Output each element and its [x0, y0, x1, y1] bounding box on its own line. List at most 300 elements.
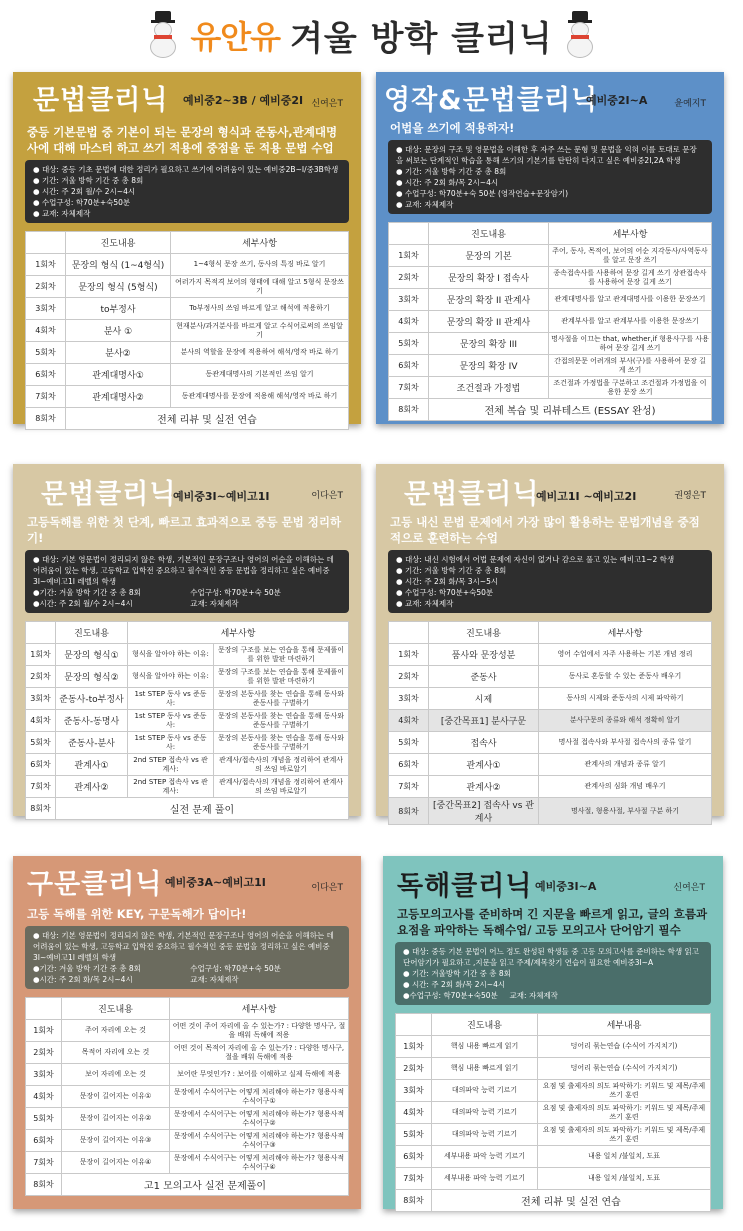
- session-cell: 7회차: [26, 1152, 62, 1174]
- session-cell: 8회차: [389, 399, 429, 421]
- detail-cell: 문장의 본동사를 찾는 연습을 통해 동사와 준동사를 구별하기: [214, 710, 349, 732]
- topic-cell: 관계사①: [56, 754, 128, 776]
- info-line: 교재: 자체제작: [190, 975, 239, 984]
- card-subtitle: 중등 기본문법 중 기본이 되는 문장의 형식과 준동사,관계대명사에 대해 마스터 하고 쓰기 적용에 중점을 둔 적용 문법 수업: [27, 125, 338, 155]
- table-row: [26, 1086, 349, 1108]
- header-cell: 세부사항: [128, 622, 349, 644]
- info-row: [33, 963, 341, 974]
- header-cell: 진도내용: [66, 232, 171, 254]
- session-cell: 6회차: [396, 1146, 432, 1168]
- table-row: [389, 267, 712, 289]
- session-cell: 6회차: [26, 1130, 62, 1152]
- topic-cell: 문장이 길어지는 이유④: [62, 1152, 170, 1174]
- topic-cell: 관계대명사①: [66, 364, 171, 386]
- topic-cell: 문장의 형식①: [56, 644, 128, 666]
- session-cell: 6회차: [389, 355, 429, 377]
- table-row: [389, 776, 712, 798]
- session-cell: 4회차: [389, 311, 429, 333]
- info-line: ● 기간: 겨울 방학 기간 중 총 8회: [39, 964, 141, 973]
- topic-cell: 문장의 기본: [429, 245, 549, 267]
- info-row: [33, 598, 341, 609]
- session-cell: 2회차: [396, 1058, 432, 1080]
- detail-cell: 관계대명사를 알고 관계대명사를 이용한 문장쓰기: [549, 289, 712, 311]
- topic-cell: 문장의 확장 II 관계사: [429, 311, 549, 333]
- table-row: [26, 298, 349, 320]
- step-cell: 1st STEP 동사 vs 준동사:: [128, 732, 214, 754]
- detail-cell: 관계사/접속사의 개념을 정리하여 관계사의 쓰임 바로알기: [214, 754, 349, 776]
- step-cell: 1st STEP 동사 vs 준동사:: [128, 688, 214, 710]
- info-box: [388, 550, 712, 613]
- session-cell: 6회차: [389, 754, 429, 776]
- table-row: [26, 1020, 349, 1042]
- topic-cell: 분사 ①: [66, 320, 171, 342]
- card-title: 문법클리닉: [33, 85, 169, 116]
- table-row: [26, 798, 349, 820]
- detail-cell: 덩어리 묶는연습 (수식어 가지치기): [538, 1058, 711, 1080]
- table-row: [389, 311, 712, 333]
- topic-cell: 문장의 형식 (1~4형식): [66, 254, 171, 276]
- session-cell: 4회차: [396, 1102, 432, 1124]
- table-row: [389, 377, 712, 399]
- detail-cell: 내용 일치 /불일치, 도표: [538, 1146, 711, 1168]
- detail-cell: 명사절 접속사와 부사절 접속사의 종류 알기: [539, 732, 712, 754]
- table-row: [26, 776, 349, 798]
- header-cell: [396, 1014, 432, 1036]
- table-row: [389, 732, 712, 754]
- topic-cell: 문장의 확장 II 관계사: [429, 289, 549, 311]
- topic-cell: 문장이 길어지는 이유②: [62, 1108, 170, 1130]
- page-header: [0, 0, 743, 70]
- card-level: 예비중2I~A: [586, 94, 648, 107]
- table-row: [389, 666, 712, 688]
- schedule-table: [388, 222, 712, 421]
- step-cell: 2nd STEP 접속사 vs 관계사:: [128, 776, 214, 798]
- table-row: [396, 1080, 711, 1102]
- detail-cell: 문장에서 수식어구는 어떻게 처리해야 하는가? 형용사적 수식어구②: [170, 1108, 349, 1130]
- header-cell: 세부사항: [539, 622, 712, 644]
- header-cell: 세부사항: [549, 223, 712, 245]
- topic-cell: 준동사: [429, 666, 539, 688]
- info-line: 수업구성: 학70분+숙 50분: [190, 588, 281, 597]
- table-row: [26, 364, 349, 386]
- header-cell: 세부내용: [538, 1014, 711, 1036]
- step-cell: 2nd STEP 접속사 vs 관계사:: [128, 754, 214, 776]
- session-cell: 3회차: [26, 298, 66, 320]
- topic-cell: to부정사: [66, 298, 171, 320]
- info-line: ● 시간: 주 2회 화/목 3시~5시: [396, 576, 704, 587]
- topic-cell: 문장이 길어지는 이유①: [62, 1086, 170, 1108]
- table-row: [389, 333, 712, 355]
- table-row: [26, 1174, 349, 1196]
- reading-clinic-card: [383, 856, 723, 1209]
- session-cell: 1회차: [389, 644, 429, 666]
- topic-cell: 대의파악 능력 기르기: [432, 1080, 538, 1102]
- session-cell: 2회차: [389, 666, 429, 688]
- brand-logo: 유안유: [190, 18, 281, 56]
- table-row: [389, 355, 712, 377]
- topic-cell: 준동사-to부정사: [56, 688, 128, 710]
- session-cell: 1회차: [26, 644, 56, 666]
- detail-cell: 간접의문문 어려개의 부사(구)를 사용하여 문장 길게 쓰기: [549, 355, 712, 377]
- detail-cell: 조건절과 가정법을 구분하고 조건절과 가정법을 이용한 문장 쓰기: [549, 377, 712, 399]
- step-cell: 형식을 알아야 하는 이유:: [128, 666, 214, 688]
- info-box: [388, 140, 712, 214]
- card-level: 예비중3A~예비고1I: [165, 876, 266, 889]
- topic-cell: 목적어 자리에 오는 것: [62, 1042, 170, 1064]
- info-line: ● 수업구성: 학70분+숙 50분 (영작연습+문장암기): [396, 188, 704, 199]
- session-cell: 3회차: [389, 688, 429, 710]
- table-row: [26, 254, 349, 276]
- table-row: [26, 1130, 349, 1152]
- card-level: 예비중3I~A: [535, 880, 597, 893]
- header-cell: 진도내용: [429, 622, 539, 644]
- card-subtitle: 고등 독해를 위한 KEY, 구문독해가 답이다!: [27, 907, 247, 921]
- table-row: [26, 386, 349, 408]
- info-line: ● 교재: 자체제작: [396, 598, 704, 609]
- topic-cell: 관계대명사②: [66, 386, 171, 408]
- topic-cell: [중간목표2] 접속사 vs 관계사: [429, 798, 539, 825]
- session-cell: 7회차: [396, 1168, 432, 1190]
- detail-cell: 요점 및 출제자의 의도 파악하기: 키워드 및 제목/주제쓰기 훈련: [538, 1124, 711, 1146]
- detail-cell: 영어 수업에서 자주 사용하는 기본 개념 정리: [539, 644, 712, 666]
- info-box: [25, 550, 349, 613]
- session-cell: 8회차: [396, 1190, 432, 1212]
- table-row: [389, 644, 712, 666]
- session-cell: 5회차: [26, 342, 66, 364]
- schedule-table: [388, 621, 712, 825]
- final-cell: 실전 문제 풀이: [56, 798, 349, 820]
- detail-cell: 관계사/접속사의 개념을 정리하여 관계사의 쓰임 바로알기: [214, 776, 349, 798]
- topic-cell: 문장의 확장 IV: [429, 355, 549, 377]
- topic-cell: 조건절과 가정법: [429, 377, 549, 399]
- info-line: ● 시간: 주 2회 월/수 2시~4시: [33, 186, 341, 197]
- table-row-highlight: [389, 798, 712, 825]
- table-row: [26, 644, 349, 666]
- card-teacher: 신여은T: [673, 883, 705, 893]
- info-box: [25, 926, 349, 989]
- table-header-row: [389, 223, 712, 245]
- detail-cell: 동사의 시제와 준동사의 시제 파악하기: [539, 688, 712, 710]
- step-cell: 1st STEP 동사 vs 준동사:: [128, 710, 214, 732]
- header-cell: 진도내용: [432, 1014, 538, 1036]
- detail-cell: 문장에서 수식어구는 어떻게 처리해야 하는가? 형용사적 수식어구①: [170, 1086, 349, 1108]
- card-title: 구문클리닉: [27, 869, 163, 900]
- session-cell: 6회차: [26, 754, 56, 776]
- session-cell: 2회차: [26, 666, 56, 688]
- grammar-clinic-card-3: [376, 464, 724, 824]
- session-cell: 1회차: [26, 254, 66, 276]
- table-row: [26, 1064, 349, 1086]
- detail-cell: To부정사의 쓰임 바르게 알고 해석에 적용하기: [171, 298, 349, 320]
- info-line: ● 교재: 자체제작: [396, 199, 704, 210]
- header-cell: 진도내용: [62, 998, 170, 1020]
- table-row: [26, 688, 349, 710]
- writing-grammar-clinic-card: [376, 72, 724, 424]
- topic-cell: 분사②: [66, 342, 171, 364]
- detail-cell: 덩어리 묶는연습 (수식어 가지치기): [538, 1036, 711, 1058]
- detail-cell: 요점 및 출제자의 의도 파악하기: 키워드 및 제목/주제쓰기 훈련: [538, 1080, 711, 1102]
- info-line: 수업구성: 학70분+숙 50분: [190, 964, 281, 973]
- detail-cell: 1~4형식 문장 쓰기, 동사의 특징 바로 알기: [171, 254, 349, 276]
- detail-cell: 동관계대명사를 문장에 적용해 해석/영작 바로 하기: [171, 386, 349, 408]
- session-cell: 3회차: [389, 289, 429, 311]
- syntax-clinic-card: [13, 856, 361, 1209]
- card-subtitle: 어법을 쓰기에 적용하자!: [390, 121, 515, 135]
- table-row: [26, 666, 349, 688]
- card-level: 예비고1I ~예비고2I: [536, 490, 637, 503]
- info-line: ● 기간: 겨울 방학 기간 중 총 8회: [39, 588, 141, 597]
- table-row: [389, 754, 712, 776]
- info-line: ● 교재: 자체제작: [33, 208, 341, 219]
- card-teacher: 이다은T: [311, 491, 343, 501]
- table-row: [389, 399, 712, 421]
- session-cell: 7회차: [389, 776, 429, 798]
- info-line: ● 대상: 기본 영문법이 정리되지 않은 학생, 기본적인 문장구조나 영어의 어순을 이해하는 데 어려움이 있는 학생, 고등학교 입학전 중요하고 필수적인 중등 문법을 정리하고 싶은 예비중3I~예비고1I 레벨의 학생: [33, 930, 341, 963]
- table-row: [389, 688, 712, 710]
- detail-cell: 동관계대명사의 기본적인 쓰임 알기: [171, 364, 349, 386]
- card-title: 문법클리닉: [41, 479, 177, 510]
- session-cell: 5회차: [389, 732, 429, 754]
- table-row: [26, 276, 349, 298]
- info-line: 교재: 자체제작: [190, 599, 239, 608]
- topic-cell: 보어 자리에 오는 것: [62, 1064, 170, 1086]
- session-cell: 4회차: [26, 320, 66, 342]
- snowman-icon: [146, 11, 180, 59]
- table-row: [26, 408, 349, 430]
- detail-cell: 어떤 것이 주어 자리에 올 수 있는가? : 다양한 명사구, 절을 배워 독해에 적용: [170, 1020, 349, 1042]
- topic-cell: 준동사-분사: [56, 732, 128, 754]
- table-row: [389, 245, 712, 267]
- detail-cell: 문장의 구조를 보는 연습을 통해 문제풀이를 위한 발판 마련하기: [214, 666, 349, 688]
- schedule-table: [25, 621, 349, 820]
- session-cell: 4회차: [26, 1086, 62, 1108]
- detail-cell: 어떤 것이 목적어 자리에 올 수 있는가? : 다양한 명사구, 절을 배워 독해에 적용: [170, 1042, 349, 1064]
- card-level: 예비중3I~예비고1I: [173, 490, 270, 503]
- schedule-table: [395, 1013, 711, 1212]
- header-cell: 세부사항: [171, 232, 349, 254]
- table-row: [396, 1168, 711, 1190]
- table-row: [26, 1108, 349, 1130]
- detail-cell: 관계사의 심화 개념 배우기: [539, 776, 712, 798]
- table-row: [26, 732, 349, 754]
- table-row: [396, 1058, 711, 1080]
- topic-cell: 준동사-동명사: [56, 710, 128, 732]
- topic-cell: 세부내용 파악 능력 기르기: [432, 1168, 538, 1190]
- session-cell: 2회차: [26, 276, 66, 298]
- detail-cell: 관계사의 개념과 종류 알기: [539, 754, 712, 776]
- final-cell: 전체 리뷰 및 실전 연습: [66, 408, 349, 430]
- session-cell: 1회차: [389, 245, 429, 267]
- detail-cell: 문장에서 수식어구는 어떻게 처리해야 하는가? 형용사적 수식어구④: [170, 1152, 349, 1174]
- topic-cell: 문장이 길어지는 이유③: [62, 1130, 170, 1152]
- card-subtitle: 고등모의고사를 준비하며 긴 지문을 빠르게 읽고, 글의 흐름과 요점을 파악하는 독해수업/ 고등 모의고사 단어암기 필수: [397, 907, 708, 937]
- table-header-row: [396, 1014, 711, 1036]
- topic-cell: 대의파악 능력 기르기: [432, 1124, 538, 1146]
- info-row: [403, 990, 703, 1001]
- card-level: 예비중2~3B / 예비중2I: [183, 94, 304, 107]
- topic-cell: 세부내용 파악 능력 기르기: [432, 1146, 538, 1168]
- detail-cell: 내용 일치 /불일치, 도표: [538, 1168, 711, 1190]
- info-line: ● 시간: 주 2회 화/목 2시~4시: [396, 177, 704, 188]
- session-cell: 6회차: [26, 364, 66, 386]
- topic-cell: 문장의 형식②: [56, 666, 128, 688]
- info-line: 교재: 자체제작: [509, 991, 558, 1000]
- session-cell: 4회차: [389, 710, 429, 732]
- detail-cell: 문장의 본동사를 찾는 연습을 통해 동사와 준동사를 구별하기: [214, 732, 349, 754]
- table-header-row: [26, 622, 349, 644]
- session-cell: 1회차: [26, 1020, 62, 1042]
- header-cell: [389, 223, 429, 245]
- card-subtitle: 고등독해를 위한 첫 단계, 빠르고 효과적으로 중등 문법 정리하기!: [27, 515, 342, 545]
- session-cell: 1회차: [396, 1036, 432, 1058]
- table-row: [396, 1102, 711, 1124]
- info-line: ● 대상: 내신 시험에서 어법 문제에 자신이 없거나 감으로 풀고 있는 예비고1~2 학생: [396, 554, 704, 565]
- card-title: 문법클리닉: [404, 479, 540, 510]
- info-box: [25, 160, 349, 223]
- info-line: ● 대상: 문장의 구조 및 영문법을 이해한 후 자주 쓰는 문형 및 문법을 익혀 이를 토대로 문장을 써보는 단계적인 학습을 통해 쓰기의 기본기를 탄탄히 다지고 싶은 예비중2I,2A 학생: [396, 144, 704, 166]
- info-row: [33, 974, 341, 985]
- table-row: [26, 342, 349, 364]
- info-line: ● 기간: 겨울 방학 기간 중 총 8회: [396, 166, 704, 177]
- topic-cell: 관계사②: [429, 776, 539, 798]
- table-row: [396, 1146, 711, 1168]
- info-box: [395, 942, 711, 1005]
- detail-cell: 문장의 구조를 보는 연습을 통해 문제풀이를 위한 발판 마련하기: [214, 644, 349, 666]
- table-header-row: [26, 998, 349, 1020]
- header-cell: 진도내용: [56, 622, 128, 644]
- card-teacher: 윤예지T: [674, 99, 706, 109]
- session-cell: 2회차: [26, 1042, 62, 1064]
- table-row: [396, 1124, 711, 1146]
- topic-cell: 핵심 내용 빠르게 읽기: [432, 1036, 538, 1058]
- table-header-row: [389, 622, 712, 644]
- session-cell: 5회차: [389, 333, 429, 355]
- table-row-highlight: [389, 710, 712, 732]
- header-cell: [389, 622, 429, 644]
- table-row: [396, 1036, 711, 1058]
- card-subtitle: 고등 내신 문법 문제에서 가장 많이 활용하는 문법개념을 중점적으로 훈련하는 수업: [390, 515, 700, 545]
- detail-cell: 요점 및 출제자의 의도 파악하기: 키워드 및 제목/주제쓰기 훈련: [538, 1102, 711, 1124]
- schedule-table: [25, 997, 349, 1196]
- card-teacher: 이다은T: [311, 883, 343, 893]
- detail-cell: 여러가지 목적격 보어의 형태에 대해 알고 5형식 문장쓰기: [171, 276, 349, 298]
- info-row: [33, 587, 341, 598]
- snowman-icon: [563, 11, 597, 59]
- topic-cell: 관계사①: [429, 754, 539, 776]
- session-cell: 5회차: [396, 1124, 432, 1146]
- detail-cell: 관계부사를 알고 관계부사를 이용한 문장쓰기: [549, 311, 712, 333]
- topic-cell: 문장의 형식 (5형식): [66, 276, 171, 298]
- grammar-clinic-card-2: [13, 464, 361, 816]
- topic-cell: 문장의 확장 III: [429, 333, 549, 355]
- table-row: [26, 1042, 349, 1064]
- header-cell: [26, 998, 62, 1020]
- header-cell: 진도내용: [429, 223, 549, 245]
- final-cell: 고1 모의고사 실전 문제풀이: [62, 1174, 349, 1196]
- detail-cell: 명사절, 형용사절, 부사절 구분 하기: [539, 798, 712, 825]
- detail-cell: 종속접속사를 사용하여 문장 길게 쓰기 상관접속사를 사용하여 문장 길게 쓰기: [549, 267, 712, 289]
- detail-cell: 주어, 동사, 목적어, 보어의 어순 지각동사/사역동사를 알고 문장 쓰기: [549, 245, 712, 267]
- info-line: ● 기간: 겨울 방학 기간 중 총 8회: [33, 175, 341, 186]
- detail-cell: 명사절을 이끄는 that, whether,if 형용사구를 사용하여 문장 길게 쓰기: [549, 333, 712, 355]
- page-title: 겨울 방학 클리닉: [290, 18, 553, 59]
- detail-cell: 보어란 무엇인가? : 보어를 이해하고 실제 독해에 적용: [170, 1064, 349, 1086]
- header-cell: 세부사항: [170, 998, 349, 1020]
- session-cell: 8회차: [26, 408, 66, 430]
- info-line: ● 대상: 중등 기본 문법이 어느 정도 완성된 학생들 중 고등 모의고사를 준비하는 학생 읽고 단어암기가 필요하고 ,지문을 읽고 주제/제목찾기 연습이 필요한 예비중3I~A: [403, 946, 703, 968]
- info-line: ● 대상: 기본 영문법이 정리되지 않은 학생, 기본적인 문장구조나 영어의 어순을 이해하는 데 어려움이 있는 학생, 고등학교 입학전 중요하고 필수적인 중등 문법을 정리하고 싶은 예비중3I~예비고1I 레벨의 학생: [33, 554, 341, 587]
- table-row: [26, 1152, 349, 1174]
- topic-cell: [중간목표1] 분사구문: [429, 710, 539, 732]
- table-row: [26, 754, 349, 776]
- step-cell: 형식을 알아야 하는 이유:: [128, 644, 214, 666]
- session-cell: 3회차: [26, 688, 56, 710]
- topic-cell: 주어 자리에 오는 것: [62, 1020, 170, 1042]
- grammar-clinic-card-1: [13, 72, 361, 424]
- detail-cell: 현재분사/과거분사를 바르게 알고 수식어로써의 쓰임알기: [171, 320, 349, 342]
- topic-cell: 대의파악 능력 기르기: [432, 1102, 538, 1124]
- topic-cell: 접속사: [429, 732, 539, 754]
- info-line: ● 시간: 주 2회 월/수 2시~4시: [39, 599, 133, 608]
- detail-cell: 분사의 역할을 문장에 적용하여 해석/영작 바로 하기: [171, 342, 349, 364]
- session-cell: 4회차: [26, 710, 56, 732]
- header-cell: [26, 232, 66, 254]
- card-teacher: 신여은T: [311, 99, 343, 109]
- session-cell: 5회차: [26, 1108, 62, 1130]
- session-cell: 7회차: [389, 377, 429, 399]
- final-cell: 전체 리뷰 및 실전 연습: [432, 1190, 711, 1212]
- schedule-table: [25, 231, 349, 430]
- table-row: [396, 1190, 711, 1212]
- detail-cell: 문장에서 수식어구는 어떻게 처리해야 하는가? 형용사적 수식어구③: [170, 1130, 349, 1152]
- info-line: ● 수업구성: 학70분+숙50분: [409, 991, 498, 1000]
- topic-cell: 핵심 내용 빠르게 읽기: [432, 1058, 538, 1080]
- card-title: 영작&문법클리닉: [384, 85, 599, 116]
- session-cell: 8회차: [389, 798, 429, 825]
- topic-cell: 품사와 문장성분: [429, 644, 539, 666]
- topic-cell: 시제: [429, 688, 539, 710]
- info-line: ● 기간: 겨울방학 기간 중 총 8회: [403, 968, 703, 979]
- card-title: 독해클리닉: [397, 871, 533, 902]
- session-cell: 3회차: [396, 1080, 432, 1102]
- session-cell: 5회차: [26, 732, 56, 754]
- table-row: [389, 289, 712, 311]
- info-line: ● 기간: 겨울 방학 기간 중 총 8회: [396, 565, 704, 576]
- table-header-row: [26, 232, 349, 254]
- info-line: ● 수업구성: 학70분+숙50분: [396, 587, 704, 598]
- detail-cell: 분사구문의 종류와 해석 정확히 알기: [539, 710, 712, 732]
- session-cell: 7회차: [26, 776, 56, 798]
- info-line: ● 수업구성: 학70분+숙50분: [33, 197, 341, 208]
- header-cell: [26, 622, 56, 644]
- final-cell: 전체 복습 및 리뷰테스트 (ESSAY 완성): [429, 399, 712, 421]
- detail-cell: 문장의 본동사를 찾는 연습을 통해 동사와 준동사를 구별하기: [214, 688, 349, 710]
- table-row: [26, 320, 349, 342]
- table-row: [26, 710, 349, 732]
- session-cell: 2회차: [389, 267, 429, 289]
- topic-cell: 관계사②: [56, 776, 128, 798]
- session-cell: 3회차: [26, 1064, 62, 1086]
- card-teacher: 권영은T: [674, 491, 706, 501]
- session-cell: 7회차: [26, 386, 66, 408]
- session-cell: 8회차: [26, 1174, 62, 1196]
- detail-cell: 동사로 혼동할 수 있는 준동사 배우기: [539, 666, 712, 688]
- info-line: ● 시간: 주 2회 화/목 2시~4시: [39, 975, 133, 984]
- topic-cell: 문장의 확장 I 접속사: [429, 267, 549, 289]
- session-cell: 8회차: [26, 798, 56, 820]
- info-line: ● 시간: 주 2회 화/목 2시~4시: [403, 979, 703, 990]
- info-line: ● 대상: 중등 기초 문법에 대한 정리가 필요하고 쓰기에 어려움이 있는 예비중2B~I/중3B학생: [33, 164, 341, 175]
